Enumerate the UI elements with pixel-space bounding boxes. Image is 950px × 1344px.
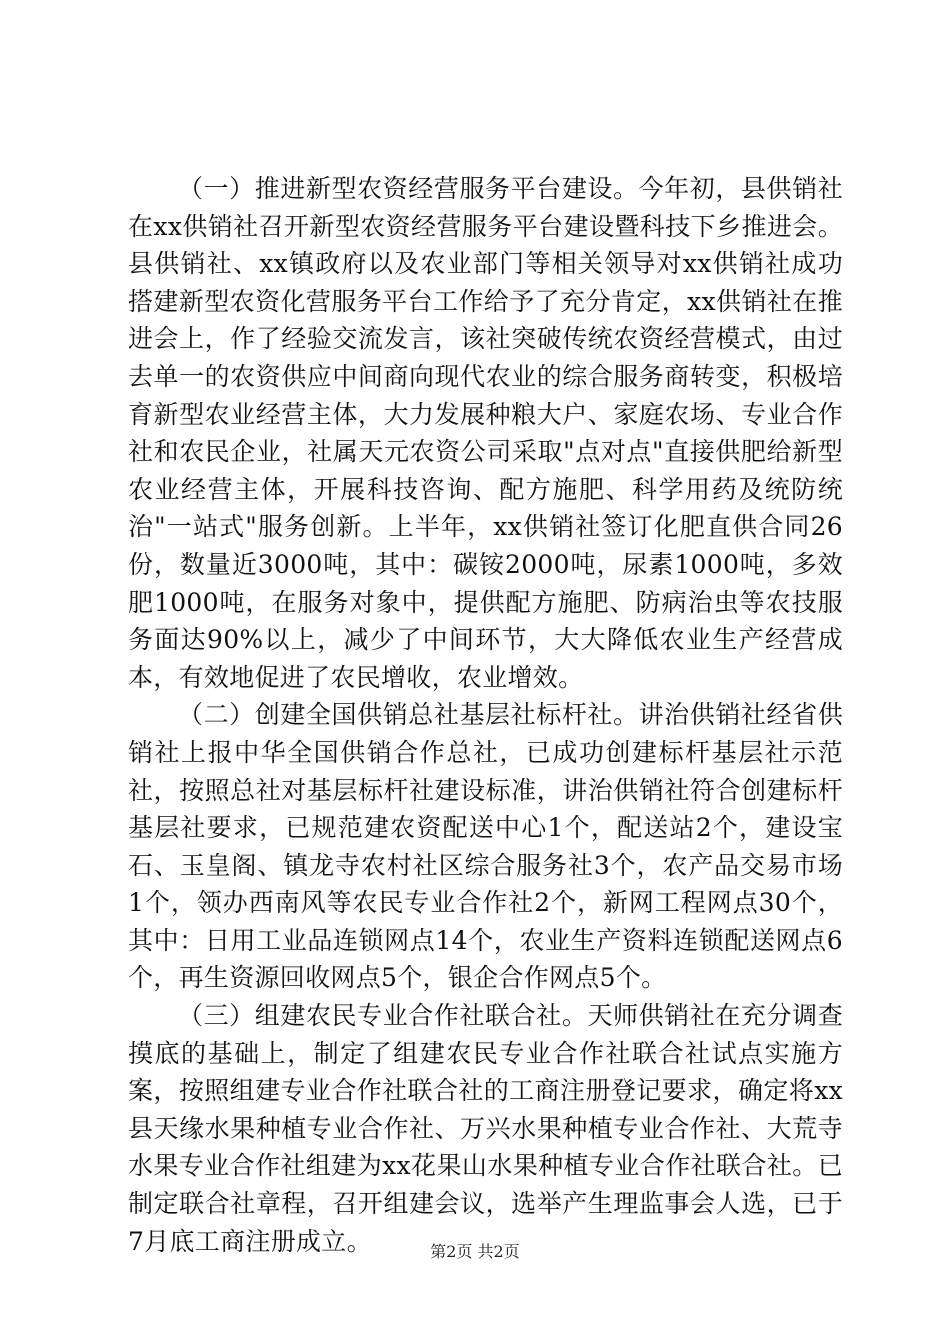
paragraph-1: （一）推进新型农资经营服务平台建设。今年初，县供销社在xx供销社召开新型农资经营服务平台建设暨科技下乡推进会。县供销社、xx镇政府以及农业部门等相关领导对xx供销社成功搭建新型农资化营服务平台工作给予了充分肯定，xx供销社在推进会上，作了经验交流发言，该社突破传统农资经营模式，由过去单一的农资供应中间商向现代农业的综合服务商转变，积极培育新型农业经营主体，大力发展种粮大户、家庭农场、专业合作社和农民企业，社属天元农资公司采取"点对点"直接供肥给新型农业经营主体，开展科技咨询、配方施肥、科学用药及统防统治"一站式"服务创新。上半年，xx供销社签订化肥直供合同26份，数量近3000吨，其中：碳铵2000吨，尿素1000吨，多效肥1000吨，在服务对象中，提供配方施肥、防病治虫等农技服务面达90%以上，减少了中间环节，大大降低农业生产经营成本，有效地促进了农民增收，农业增效。	[128, 174, 843, 692]
page-number: 第2页 共2页	[430, 1242, 520, 1261]
page-footer	[0, 1242, 950, 1262]
paragraph-2: （二）创建全国供销总社基层社标杆社。讲治供销社经省供销社上报中华全国供销合作总社，已成功创建标杆基层社示范社，按照总社对基层标杆社建设标准，讲治供销社符合创建标杆基层社要求，已规范建农资配送中心1个，配送站2个，建设宝石、玉皇阁、镇龙寺农村社区综合服务社3个，农产品交易市场1个，领办西南风等农民专业合作社2个，新网工程网点30个，其中：日用工业品连锁网点14个，农业生产资料连锁配送网点6个，再生资源回收网点5个，银企合作网点5个。	[128, 700, 843, 993]
document-body	[128, 170, 843, 1260]
paragraph-3: （三）组建农民专业合作社联合社。天师供销社在充分调查摸底的基础上，制定了组建农民专业合作社联合社试点实施方案，按照组建专业合作社联合社的工商注册登记要求，确定将xx县天缘水果种植专业合作社、万兴水果种植专业合作社、大荒寺水果专业合作社组建为xx花果山水果种植专业合作社联合社。已制定联合社章程，召开组建会议，选举产生理监事会人选，已于7月底工商注册成立。	[128, 1001, 843, 1256]
